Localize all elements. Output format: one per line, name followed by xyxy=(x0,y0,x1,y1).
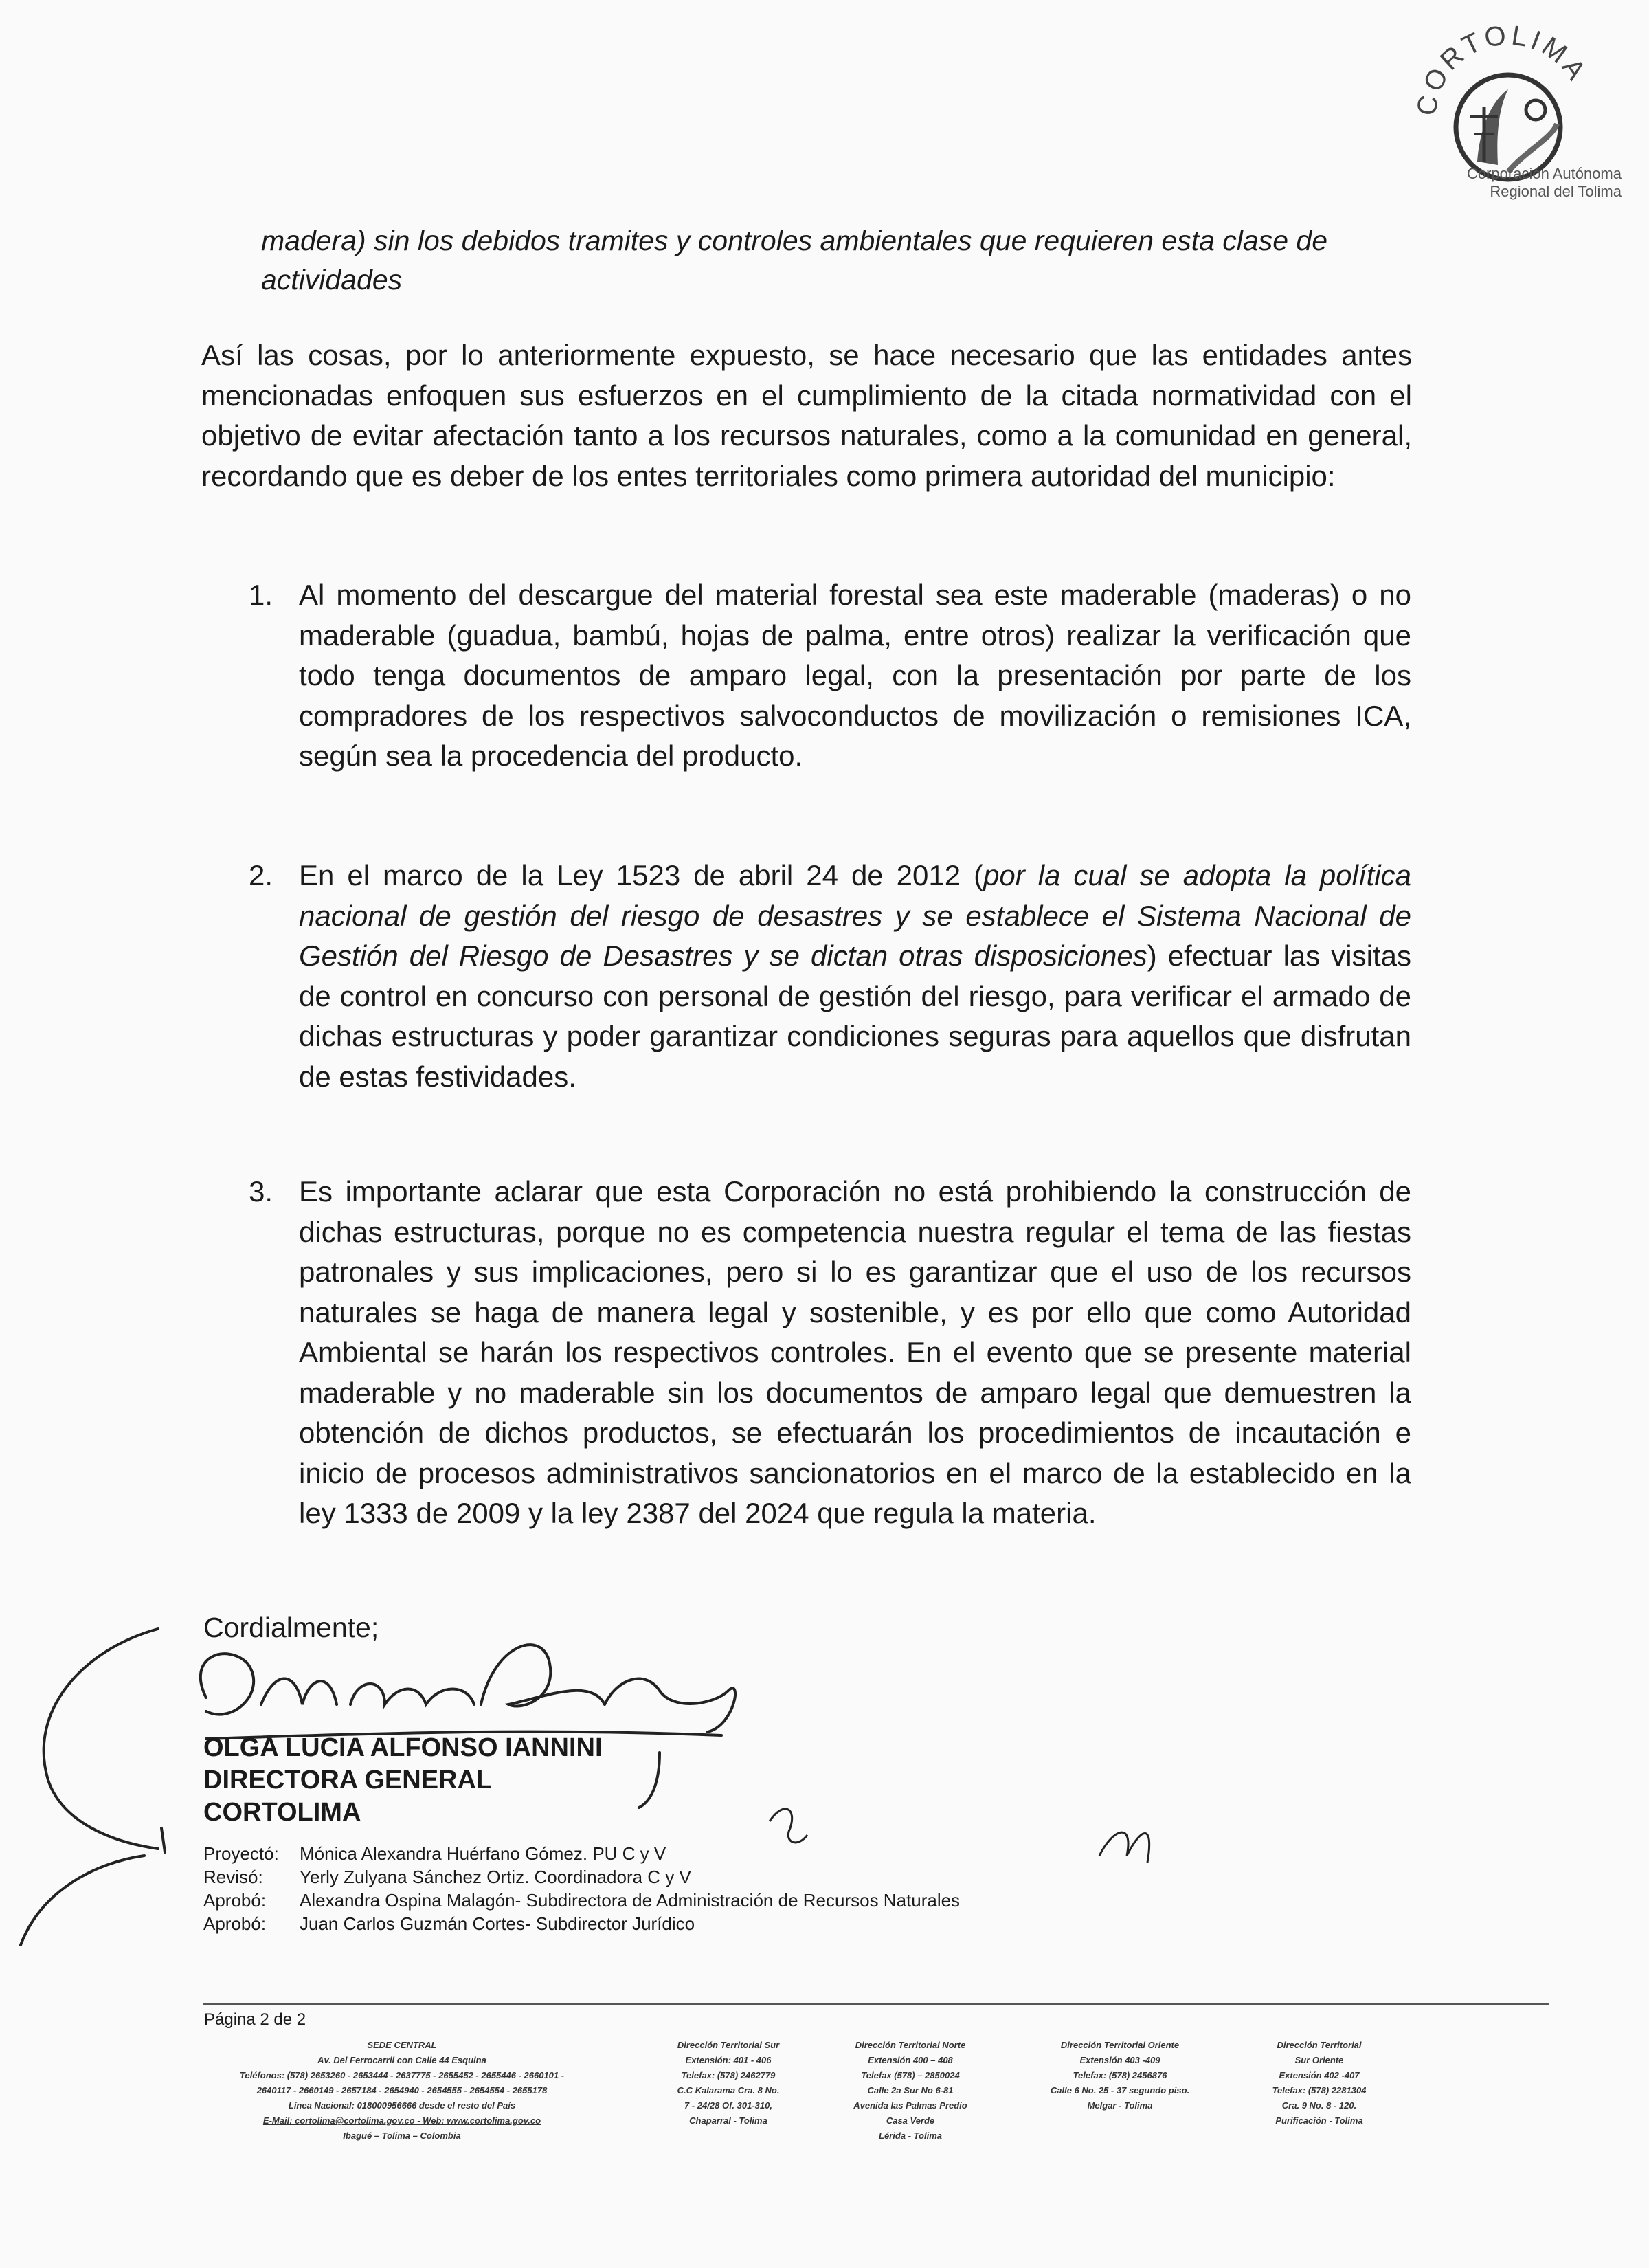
item2-italic-title: por la cual se adopta la política nacional de gestión del riesgo de desastres y se establece el Sistema Nacional de Gestión del Riesgo de Desastres y se dictan otras disposiciones xyxy=(299,859,1411,972)
footer-line: SEDE CENTRAL xyxy=(367,2040,437,2050)
footer-line: Avenida las Palmas Predio xyxy=(853,2100,967,2111)
footer-line: Extensión 403 -409 xyxy=(1079,2055,1160,2065)
footer-line: Purificación - Tolima xyxy=(1275,2115,1363,2126)
list-item-1 xyxy=(249,575,1411,777)
footer-line: Telefax: (578) 2462779 xyxy=(681,2070,776,2080)
item2-text-b: ) efectuar las visitas de control en concurso con personal de gestión del riesgo, para verificar el armado de dichas estructuras y poder garantizar condiciones seguras para aquellos que disfrutan de estas festividades. xyxy=(299,940,1411,1093)
footer-line: Av. Del Ferrocarril con Calle 44 Esquina xyxy=(317,2055,486,2065)
credit-label: Aprobó: xyxy=(203,1890,267,1911)
footer-line: Telefax: (578) 2456876 xyxy=(1073,2070,1167,2080)
footer-line: Calle 6 No. 25 - 37 segundo piso. xyxy=(1050,2085,1190,2095)
list-item-number: 1. xyxy=(249,579,273,611)
logo-subtitle xyxy=(1395,165,1622,201)
logo-subtitle-line2: Regional del Tolima xyxy=(1490,183,1622,200)
footer-line: Dirección Territorial Oriente xyxy=(1060,2040,1180,2050)
list-item-number: 3. xyxy=(249,1175,273,1208)
credit-label: Proyectó: xyxy=(203,1843,279,1864)
footer-line: Extensión 402 -407 xyxy=(1279,2070,1360,2080)
list-item-2 xyxy=(249,856,1411,1097)
footer-line: Dirección Territorial xyxy=(1277,2040,1362,2050)
credit-row xyxy=(203,1865,960,1889)
footer-line: Melgar - Tolima xyxy=(1087,2100,1153,2111)
footer-line: Casa Verde xyxy=(886,2115,935,2126)
footer-line: Extensión 400 – 408 xyxy=(868,2055,953,2065)
signature-block xyxy=(203,1732,603,1829)
footer-col-norte xyxy=(824,2038,996,2144)
closing-text: Cordialmente; xyxy=(203,1612,379,1643)
credit-value: Mónica Alexandra Huérfano Gómez. PU C y V xyxy=(300,1843,666,1864)
footer-col-sur xyxy=(649,2038,807,2128)
footer-email-web-link[interactable]: E-Mail: cortolima@cortolima.gov.co - Web: www.cortolima.gov.co xyxy=(262,2115,541,2126)
footer-divider xyxy=(203,2003,1549,2005)
credit-row xyxy=(203,1889,960,1912)
footer-line: Calle 2a Sur No 6-81 xyxy=(867,2085,954,2095)
footer-col-oriente xyxy=(1020,2038,1220,2113)
footer-line: Extensión: 401 - 406 xyxy=(685,2055,772,2065)
footer-line: Teléfonos: (578) 2653260 - 2653444 - 2637775 - 2655452 - 2655446 - 2660101 - xyxy=(239,2070,565,2080)
footer-line: Telefax (578) – 2850024 xyxy=(861,2070,960,2080)
intro-italic-text: madera) sin los debidos tramites y controles ambientales que requieren esta clase de actividades xyxy=(261,225,1327,296)
footer-line: C.C Kalarama Cra. 8 No. xyxy=(677,2085,780,2095)
footer-line: Telefax: (578) 2281304 xyxy=(1272,2085,1367,2095)
footer-line: Sur Oriente xyxy=(1294,2055,1344,2065)
footer-line: Dirección Territorial Norte xyxy=(855,2040,966,2050)
body-paragraph: Así las cosas, por lo anteriormente expuesto, se hace necesario que las entidades antes mencionadas enfoquen sus esfuerzos en el cumplimiento de la citada normatividad con el objetivo de evitar afectación tanto a los recursos naturales, como a la comunidad en general, recordando que es deber de los entes territoriales como primera autoridad del municipio: xyxy=(201,339,1412,492)
page-number: Página 2 de 2 xyxy=(204,2010,306,2029)
credit-label: Revisó: xyxy=(203,1867,263,1887)
footer-col-sede-central xyxy=(182,2038,622,2144)
credit-label: Aprobó: xyxy=(203,1913,267,1934)
list-item-text: Es importante aclarar que esta Corporación no está prohibiendo la construcción de dichas estructuras, porque no es competencia nuestra regular el tema de las fiestas patronales y sus implicaciones, pero si lo es garantizar que el uso de los recursos naturales se haga de manera legal y sostenible, y es por ello que como Autoridad Ambiental se harán los respectivos controles. En el evento que se presente material maderable y no maderable sin los documentos de amparo legal que demuestren la obtención de dichos productos, se efectuarán los procedimientos de incautación e inicio de procesos administrativos sancionatorios en el marco de la establecido en la ley 1333 de 2009 y la ley 2387 del 2024 que regula la materia. xyxy=(299,1175,1411,1529)
credit-value: Alexandra Ospina Malagón- Subdirectora de Administración de Recursos Naturales xyxy=(300,1890,961,1911)
footer-line: Cra. 9 No. 8 - 120. xyxy=(1281,2100,1357,2111)
credit-value: Yerly Zulyana Sánchez Ortiz. Coordinadora C y V xyxy=(300,1867,691,1887)
credit-value: Juan Carlos Guzmán Cortes- Subdirector Jurídico xyxy=(300,1913,695,1934)
signer-role: DIRECTORA GENERAL xyxy=(203,1766,493,1794)
footer-line: Chaparral - Tolima xyxy=(689,2115,767,2126)
list-item-number: 2. xyxy=(249,859,273,891)
footer-line: Ibagué – Tolima – Colombia xyxy=(343,2131,461,2141)
footer-line: Lérida - Tolima xyxy=(879,2131,942,2141)
logo-arc-text: CORTOLIMA xyxy=(1411,19,1593,118)
signer-org: CORTOLIMA xyxy=(203,1798,361,1827)
credit-row xyxy=(203,1842,960,1865)
list-item-text: Al momento del descargue del material forestal sea este maderable (maderas) o no maderable (guadua, bambú, hojas de palma, entre otros) realizar la verificación que todo tenga documentos de amparo legal, con la presentación por parte de los compradores de los respectivos salvoconductos de movilización o remisiones ICA, según sea la procedencia del producto. xyxy=(299,579,1411,772)
footer-line: 7 - 24/28 Of. 301-310, xyxy=(684,2100,772,2111)
footer-line: Línea Nacional: 018000956666 desde el resto del País xyxy=(288,2100,516,2111)
credits-list xyxy=(203,1842,960,1935)
signer-name: OLGA LUCIA ALFONSO IANNINI xyxy=(203,1733,603,1762)
list-item-text xyxy=(299,856,1411,1097)
credit-row xyxy=(203,1912,960,1935)
logo-subtitle-line1: Corporación Autónoma xyxy=(1466,165,1622,182)
footer-col-sur-oriente xyxy=(1237,2038,1402,2128)
footer-line: 2640117 - 2660149 - 2657184 - 2654940 - 2654555 - 2654554 - 2655178 xyxy=(256,2085,548,2095)
list-item-3 xyxy=(249,1172,1411,1534)
footer-line: Dirección Territorial Sur xyxy=(677,2040,780,2050)
item2-text-a: En el marco de la Ley 1523 de abril 24 de 2012 ( xyxy=(299,859,984,891)
